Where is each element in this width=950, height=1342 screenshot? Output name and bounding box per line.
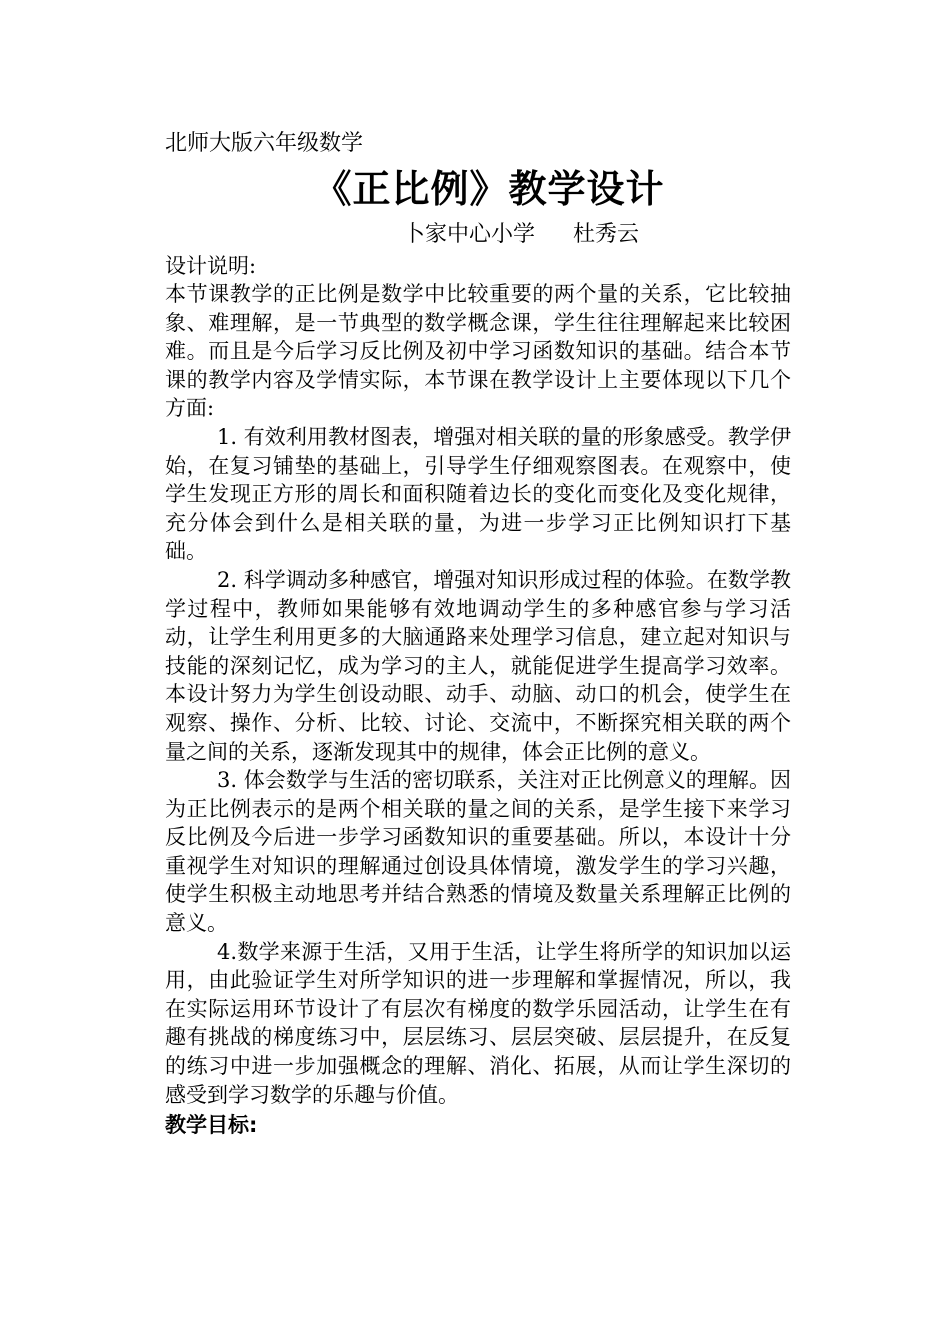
author-line bbox=[165, 218, 791, 252]
document-title: 《正比例》教学设计 bbox=[313, 167, 665, 211]
design-point-2: 2. 科学调动多种感官，增强对知识形成过程的体验。在数学教学过程中，教师如果能够有效地调动学生的多种感官参与学习活动，让学生利用更多的大脑通路来处理学习信息，建立起对知识与技能的深刻记忆，成为学习的主人，就能促进学生提高学习效率。本设计努力为学生创设动眼、动手、动脑、动口的机会，使学生在观察、操作、分析、比较、讨论、交流中，不断探究相关联的两个量之间的关系，逐渐发现其中的规律，体会正比例的意义。 bbox=[165, 567, 791, 764]
design-point-3: 3. 体会数学与生活的密切联系，关注对正比例意义的理解。因为正比例表示的是两个相关联的量之间的关系，是学生接下来学习反比例及今后进一步学习函数知识的重要基础。所以，本设计十分重视学生对知识的理解通过创设具体情境，激发学生的学习兴趣，使学生积极主动地思考并结合熟悉的情境及数量关系理解正比例的意义。 bbox=[165, 768, 791, 936]
design-point-1: 1. 有效利用教材图表，增强对相关联的量的形象感受。教学伊始，在复习铺垫的基础上，引导学生仔细观察图表。在观察中，使学生发现正方形的周长和面积随着边长的变化而变化及变化规律，充分体会到什么是相关联的量，为进一步学习正比例知识打下基础。 bbox=[165, 424, 791, 564]
document-subtitle: 北师大版六年级数学 bbox=[165, 131, 364, 156]
school-name: 卜家中心小学 bbox=[403, 222, 536, 247]
author-name: 杜秀云 bbox=[573, 222, 640, 247]
design-notes-intro: 本节课教学的正比例是数学中比较重要的两个量的关系，它比较抽象、难理解，是一节典型的数学概念课，学生往往理解起来比较困难。而且是今后学习反比例及初中学习函数知识的基础。结合本节课的教学内容及学情实际，本节课在教学设计上主要体现以下几个方面: bbox=[165, 282, 791, 421]
objectives-heading: 教学目标: bbox=[165, 1113, 258, 1138]
design-notes-heading: 设计说明: bbox=[165, 254, 257, 278]
document-page bbox=[165, 128, 791, 1139]
design-point-4: 4.数学来源于生活，又用于生活，让学生将所学的知识加以运用，由此验证学生对所学知识的进一步理解和掌握情况，所以，我在实际运用环节设计了有层次有梯度的数学乐园活动，让学生在有趣有挑战的梯度练习中，层层练习、层层突破、层层提升，在反复的练习中进一步加强概念的理解、消化、拓展，从而让学生深切的感受到学习数学的乐趣与价值。 bbox=[165, 939, 791, 1107]
